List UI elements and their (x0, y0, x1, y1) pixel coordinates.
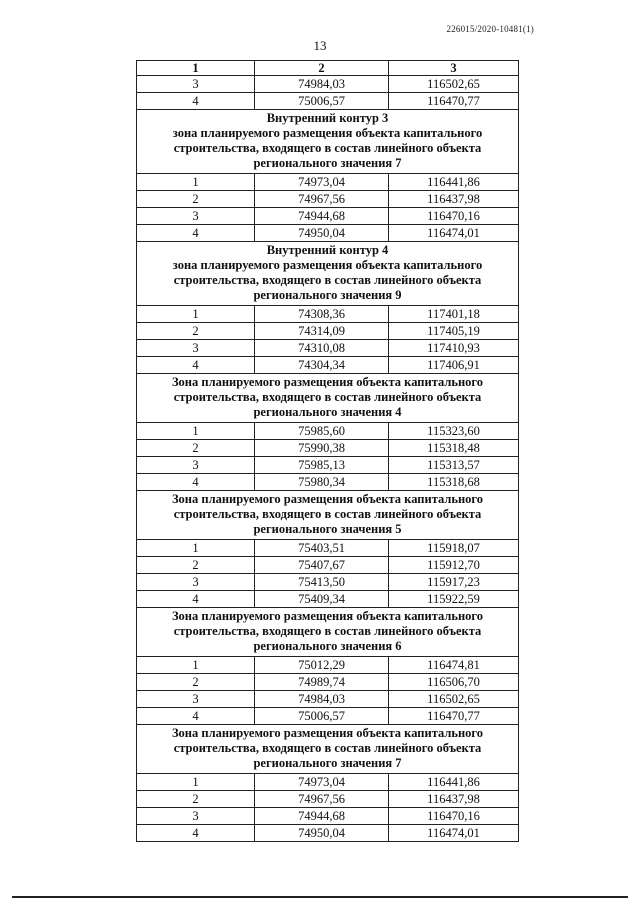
y-coordinate-cell: 116474,01 (389, 825, 519, 842)
table-row (137, 357, 519, 374)
table-row (137, 474, 519, 491)
x-coordinate-cell: 74984,03 (255, 691, 389, 708)
x-coordinate-cell: 74944,68 (255, 808, 389, 825)
point-number-cell: 3 (137, 574, 255, 591)
x-coordinate-cell: 74984,03 (255, 76, 389, 93)
y-coordinate-cell: 115323,60 (389, 423, 519, 440)
document-id: 226015/2020-10481(1) (446, 24, 534, 34)
table-row (137, 591, 519, 608)
section-heading-line: Зона планируемого размещения объекта капитального (171, 726, 484, 740)
x-coordinate-cell: 74967,56 (255, 791, 389, 808)
table-row (137, 457, 519, 474)
x-coordinate-cell: 74308,36 (255, 306, 389, 323)
y-coordinate-cell: 115917,23 (389, 574, 519, 591)
x-coordinate-cell: 75985,13 (255, 457, 389, 474)
point-number-cell: 1 (137, 657, 255, 674)
section-heading-line: строительства, входящего в состав линейного объекта (173, 507, 482, 521)
table-row (137, 825, 519, 842)
table-row (137, 191, 519, 208)
y-coordinate-cell: 117401,18 (389, 306, 519, 323)
point-number-cell: 1 (137, 423, 255, 440)
table-row (137, 574, 519, 591)
x-coordinate-cell: 74944,68 (255, 208, 389, 225)
table-row (137, 540, 519, 557)
y-coordinate-cell: 116474,81 (389, 657, 519, 674)
table-row (137, 708, 519, 725)
y-coordinate-cell: 115912,70 (389, 557, 519, 574)
section-heading-line: Зона планируемого размещения объекта капитального (171, 375, 484, 389)
section-heading-line: зона планируемого размещения объекта капитального (172, 258, 483, 272)
point-number-cell: 1 (137, 306, 255, 323)
y-coordinate-cell: 117405,19 (389, 323, 519, 340)
x-coordinate-cell: 75413,50 (255, 574, 389, 591)
y-coordinate-cell: 116502,65 (389, 76, 519, 93)
x-coordinate-cell: 75980,34 (255, 474, 389, 491)
y-coordinate-cell: 116502,65 (389, 691, 519, 708)
x-coordinate-cell: 74967,56 (255, 191, 389, 208)
point-number-cell: 3 (137, 808, 255, 825)
section-heading-row (137, 491, 519, 540)
section-heading-line: Внутренний контур 4 (266, 243, 389, 257)
x-coordinate-cell: 75990,38 (255, 440, 389, 457)
x-coordinate-cell: 74950,04 (255, 825, 389, 842)
page-bottom-rule (12, 896, 628, 898)
y-coordinate-cell: 116437,98 (389, 791, 519, 808)
x-coordinate-cell: 74310,08 (255, 340, 389, 357)
table-row (137, 440, 519, 457)
y-coordinate-cell: 116474,01 (389, 225, 519, 242)
point-number-cell: 3 (137, 208, 255, 225)
section-heading-row (137, 242, 519, 306)
point-number-cell: 3 (137, 457, 255, 474)
point-number-cell: 2 (137, 791, 255, 808)
section-heading-row (137, 608, 519, 657)
table-row (137, 791, 519, 808)
x-coordinate-cell: 74304,34 (255, 357, 389, 374)
y-coordinate-cell: 115918,07 (389, 540, 519, 557)
section-heading-line: строительства, входящего в состав линейного объекта (173, 390, 482, 404)
y-coordinate-cell: 116470,77 (389, 708, 519, 725)
section-heading-line: Внутренний контур 3 (266, 111, 389, 125)
point-number-cell: 4 (137, 225, 255, 242)
y-coordinate-cell: 115313,57 (389, 457, 519, 474)
table-row (137, 340, 519, 357)
page-number: 13 (313, 38, 327, 53)
y-coordinate-cell: 115922,59 (389, 591, 519, 608)
table-row (137, 808, 519, 825)
point-number-cell: 1 (137, 540, 255, 557)
point-number-cell: 3 (137, 340, 255, 357)
header-cell-x: 2 (255, 61, 389, 76)
table-row (137, 423, 519, 440)
section-heading (137, 242, 519, 306)
header-cell-y: 3 (389, 61, 519, 76)
section-heading-line: регионального значения 7 (253, 756, 402, 770)
point-number-cell: 2 (137, 440, 255, 457)
x-coordinate-cell: 75006,57 (255, 708, 389, 725)
x-coordinate-cell: 74950,04 (255, 225, 389, 242)
point-number-cell: 1 (137, 174, 255, 191)
coordinates-table (136, 60, 519, 842)
header-row (137, 61, 519, 76)
table-row (137, 323, 519, 340)
table-row (137, 208, 519, 225)
section-heading (137, 491, 519, 540)
y-coordinate-cell: 116441,86 (389, 174, 519, 191)
section-heading (137, 608, 519, 657)
section-heading-line: строительства, входящего в состав линейного объекта (173, 273, 482, 287)
x-coordinate-cell: 74973,04 (255, 774, 389, 791)
table-row (137, 306, 519, 323)
y-coordinate-cell: 116470,16 (389, 808, 519, 825)
point-number-cell: 2 (137, 674, 255, 691)
y-coordinate-cell: 117410,93 (389, 340, 519, 357)
x-coordinate-cell: 75403,51 (255, 540, 389, 557)
point-number-cell: 3 (137, 691, 255, 708)
x-coordinate-cell: 75012,29 (255, 657, 389, 674)
section-heading-line: Зона планируемого размещения объекта капитального (171, 492, 484, 506)
y-coordinate-cell: 116470,16 (389, 208, 519, 225)
section-heading-row (137, 374, 519, 423)
section-heading (137, 725, 519, 774)
section-heading-line: строительства, входящего в состав линейного объекта (173, 624, 482, 638)
x-coordinate-cell: 75407,67 (255, 557, 389, 574)
table-row (137, 674, 519, 691)
point-number-cell: 4 (137, 474, 255, 491)
x-coordinate-cell: 75409,34 (255, 591, 389, 608)
y-coordinate-cell: 116441,86 (389, 774, 519, 791)
point-number-cell: 4 (137, 93, 255, 110)
point-number-cell: 2 (137, 191, 255, 208)
section-heading-line: зона планируемого размещения объекта капитального (172, 126, 483, 140)
x-coordinate-cell: 74989,74 (255, 674, 389, 691)
table-row (137, 691, 519, 708)
x-coordinate-cell: 74973,04 (255, 174, 389, 191)
table-body (137, 61, 519, 842)
section-heading-line: регионального значения 4 (253, 405, 402, 419)
x-coordinate-cell: 74314,09 (255, 323, 389, 340)
section-heading (137, 374, 519, 423)
header-cell-point: 1 (137, 61, 255, 76)
y-coordinate-cell: 115318,48 (389, 440, 519, 457)
section-heading-row (137, 110, 519, 174)
table-row (137, 657, 519, 674)
point-number-cell: 2 (137, 323, 255, 340)
section-heading-line: строительства, входящего в состав линейного объекта (173, 141, 482, 155)
table-row (137, 557, 519, 574)
point-number-cell: 3 (137, 76, 255, 93)
table-row (137, 774, 519, 791)
point-number-cell: 2 (137, 557, 255, 574)
section-heading (137, 110, 519, 174)
section-heading-line: регионального значения 6 (253, 639, 402, 653)
y-coordinate-cell: 116506,70 (389, 674, 519, 691)
y-coordinate-cell: 116470,77 (389, 93, 519, 110)
section-heading-line: регионального значения 7 (253, 156, 402, 170)
y-coordinate-cell: 116437,98 (389, 191, 519, 208)
section-heading-row (137, 725, 519, 774)
point-number-cell: 4 (137, 591, 255, 608)
table-row (137, 174, 519, 191)
point-number-cell: 4 (137, 825, 255, 842)
section-heading-line: строительства, входящего в состав линейного объекта (173, 741, 482, 755)
section-heading-line: Зона планируемого размещения объекта капитального (171, 609, 484, 623)
table-row (137, 225, 519, 242)
point-number-cell: 4 (137, 708, 255, 725)
point-number-cell: 1 (137, 774, 255, 791)
x-coordinate-cell: 75985,60 (255, 423, 389, 440)
table-row (137, 93, 519, 110)
section-heading-line: регионального значения 9 (253, 288, 402, 302)
table-row (137, 76, 519, 93)
y-coordinate-cell: 115318,68 (389, 474, 519, 491)
x-coordinate-cell: 75006,57 (255, 93, 389, 110)
y-coordinate-cell: 117406,91 (389, 357, 519, 374)
section-heading-line: регионального значения 5 (253, 522, 402, 536)
point-number-cell: 4 (137, 357, 255, 374)
